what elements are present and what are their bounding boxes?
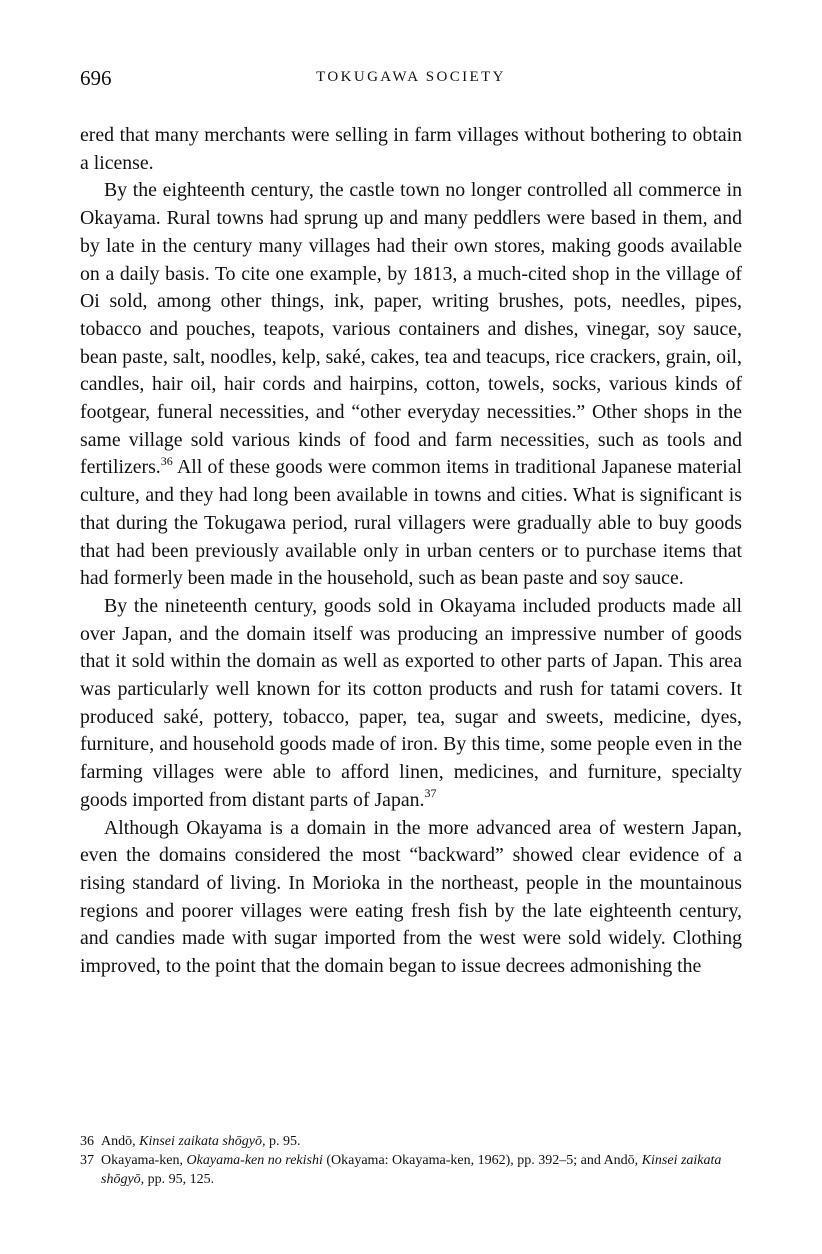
text-run: By the eighteenth century, the castle town no longer controlled all commerce in Okayama. Rural towns had sprung up and many peddlers were based in them, and by late in the century many villages had their own stores, making goods available on a daily basis. To cite one example, by 1813, a much-cited shop in the village of Oi sold, among other things, ink, paper, writing brushes, pots, needles, pipes, tobacco and pouches, teapots, various containers and dishes, vinegar, soy sauce, bean paste, salt, noodles, kelp, saké, cakes, tea and teacups, rice crackers, grain, oil, candles, hair oil, hair cords and hairpins, cotton, towels, socks, various kinds of footgear, funeral necessities, and “other everyday necessities.” Other shops in the same village sold various kinds of food and farm necessities, such as tools and fertilizers. <box>80 179 742 479</box>
text-run: By the nineteenth century, goods sold in Okayama included products made all over Japan, and the domain itself was producing an impressive number of goods that it sold within the domain as well as exported to other parts of Japan. This area was particularly well known for its cotton products and rush for tatami covers. It produced saké, pottery, tobacco, paper, tea, sugar and sweets, medicine, dyes, furniture, and household goods made of iron. By this time, some people even in the farming villages were able to afford linen, medicines, and furniture, specialty goods imported from distant parts of Japan. <box>80 594 742 811</box>
page-number: 696 <box>80 66 112 90</box>
text-run: pp. 95, 125. <box>144 1172 215 1187</box>
footnote-ref: 36 <box>160 453 173 468</box>
footnote <box>80 1132 742 1151</box>
footnotes <box>80 1132 742 1189</box>
page-header <box>80 66 742 100</box>
italic-title: Kinsei zaikata shōgyō, <box>101 1153 722 1187</box>
text-run: ered that many merchants were selling in farm villages without bothering to obtain a license. <box>80 124 742 174</box>
paragraph <box>80 815 742 981</box>
footnote-number: 37 <box>80 1153 94 1168</box>
italic-title: Okayama-ken no rekishi <box>186 1153 323 1168</box>
italic-title: Kinsei zaikata shōgyō, <box>139 1134 266 1149</box>
text-run: All of these goods were common items in traditional Japanese material culture, and they had long been available in towns and cities. What is significant is that during the Tokugawa period, rural villagers were gradually able to buy goods that had been previously available only in urban centers or to purchase items that had formerly been made in the household, such as bean paste and soy sauce. <box>80 456 742 590</box>
paragraph <box>80 122 742 177</box>
running-head: TOKUGAWA SOCIETY <box>316 69 506 85</box>
paragraph <box>80 593 742 815</box>
footnote-number: 36 <box>80 1134 94 1149</box>
footnote-ref: 37 <box>424 786 437 801</box>
footnote <box>80 1151 742 1189</box>
text-run: Okayama-ken, <box>101 1153 187 1168</box>
paragraph <box>80 177 742 593</box>
text-run: (Okayama: Okayama-ken, 1962), pp. 392–5; and Andō, <box>322 1153 642 1168</box>
body-text <box>80 122 742 981</box>
page <box>80 66 742 981</box>
text-run: Although Okayama is a domain in the more advanced area of western Japan, even the domains considered the most “backward” showed clear evidence of a rising standard of living. In Morioka in the northeast, people in the mountainous regions and poorer villages were eating fresh fish by the late eighteenth century, and candies made with sugar imported from the west were sold widely. Clothing improved, to the point that the domain began to issue decrees admonishing the <box>80 816 742 978</box>
text-run: p. 95. <box>265 1134 301 1149</box>
text-run: Andō, <box>101 1134 140 1149</box>
